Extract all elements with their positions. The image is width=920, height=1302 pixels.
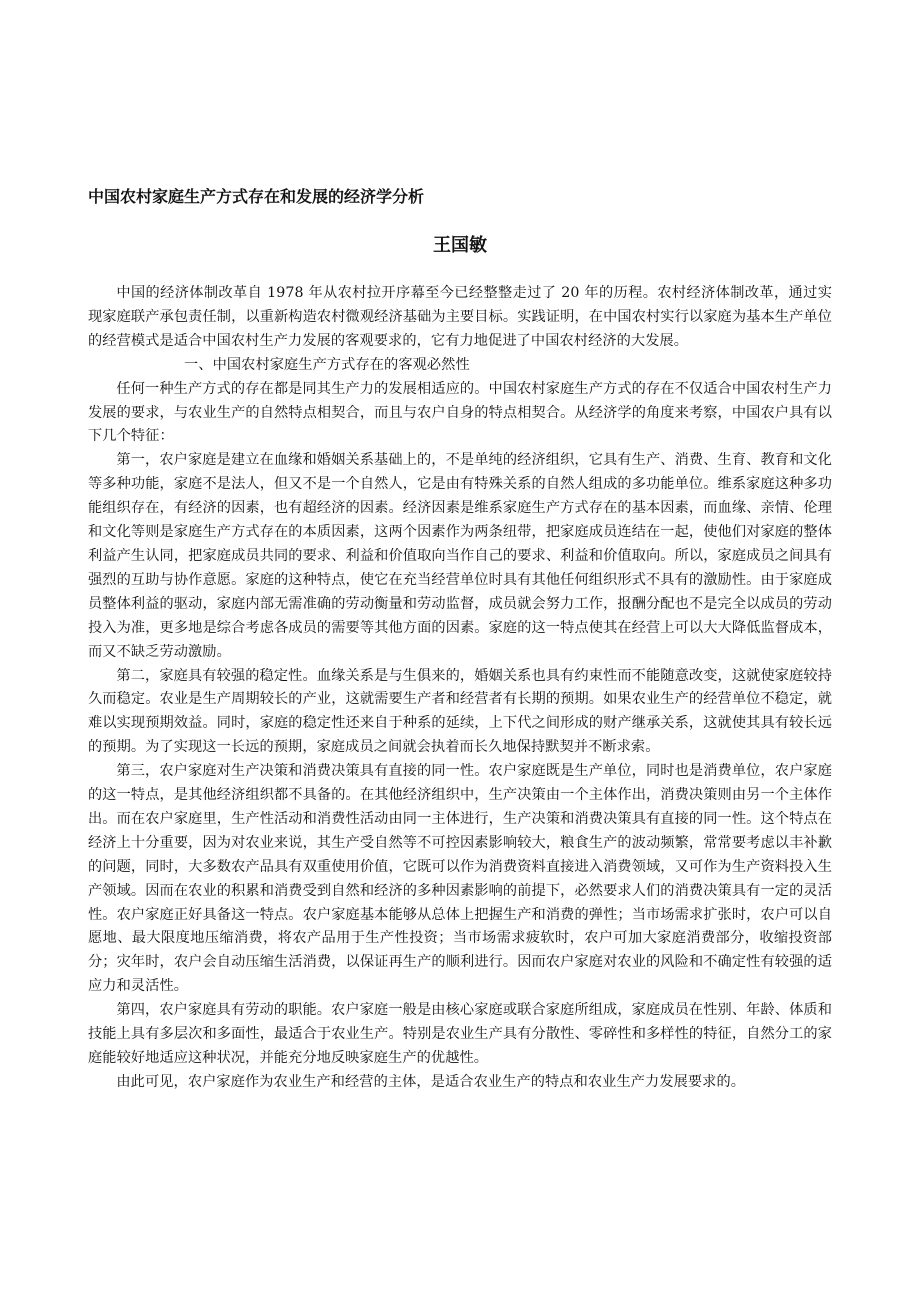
- document-title: 中国农村家庭生产方式存在和发展的经济学分析: [88, 187, 425, 206]
- paragraph-conclusion: 由此可见，农户家庭作为农业生产和经营的主体，是适合农业生产的特点和农业生产力发展要求的。: [116, 1073, 746, 1090]
- paragraph-intro: 中国的经济体制改革自 1978 年从农村拉开序幕至今已经整整走过了 20 年的历程。农村经济体制改革，通过实现家庭联产承包责任制，以重新构造农村微观经济基础为主要目标。实践证明，在中国农村实行以家庭为基本生产单位的经营模式是适合中国农村生产力发展的客观要求的，它有力地促进了中国农村经济的大发展。: [88, 285, 832, 349]
- paragraph: 第一，农户家庭是建立在血缘和婚姻关系基础上的，不是单纯的经济组织，它具有生产、消费、生育、教育和文化等多种功能，家庭不是法人，但又不是一个自然人，它是由有特殊关系的自然人组成的多功能单位。维系家庭这种多功能组织存在，有经济的因素，也有超经济的因素。经济因素是维系家庭生产方式存在的基本因素，而血缘、亲情、伦理和文化等则是家庭生产方式存在的本质因素，这两个因素作为两条纽带，把家庭成员连结在一起，使他们对家庭的整体利益产生认同，把家庭成员共同的要求、利益和价值取向当作自己的要求、利益和价值取向。所以，家庭成员之间具有强烈的互助与协作意愿。家庭的这种特点，使它在充当经营单位时具有其他任何组织形式不具有的激励性。由于家庭成员整体利益的驱动，家庭内部无需准确的劳动衡量和劳动监督，成员就会努力工作，报酬分配也不是完全以成员的劳动投入为准，更多地是综合考虑各成员的需要等其他方面的因素。家庭的这一特点使其在经营上可以大大降低监督成本，而又不缺乏劳动激励。: [88, 452, 832, 660]
- document-body: [88, 282, 832, 1095]
- paragraph: 任何一种生产方式的存在都是同其生产力的发展相适应的。中国农村家庭生产方式的存在不仅适合中国农村生产力发展的要求，与农业生产的自然特点相契合，而且与农户自身的特点相契合。从经济学的角度来考察，中国农户具有以下几个特征：: [88, 380, 832, 445]
- paragraph: 第四，农户家庭具有劳动的职能。农户家庭一般是由核心家庭或联合家庭所组成，家庭成员在性别、年龄、体质和技能上具有多层次和多面性，最适合于农业生产。特别是农业生产具有分散性、零碎性和多样性的特征，自然分工的家庭能较好地适应这种状况，并能充分地反映家庭生产的优越性。: [88, 1002, 832, 1066]
- section-heading: 一、中国农村家庭生产方式存在的客观必然性: [184, 356, 470, 373]
- paragraph: 第二，家庭具有较强的稳定性。血缘关系是与生俱来的，婚姻关系也具有约束性而不能随意改变，这就使家庭较持久而稳定。农业是生产周期较长的产业，这就需要生产者和经营者有长期的预期。如果农业生产的经营单位不稳定，就难以实现预期效益。同时，家庭的稳定性还来自于种系的延续，上下代之间形成的财产继承关系，这就使其具有较长远的预期。为了实现这一长远的预期，家庭成员之间就会执着而长久地保持默契并不断求索。: [88, 667, 832, 756]
- paragraph: 第三，农户家庭对生产决策和消费决策具有直接的同一性。农户家庭既是生产单位，同时也是消费单位，农户家庭的这一特点，是其他经济组织都不具备的。在其他经济组织中，生产决策由一个主体作出，消费决策则由另一个主体作出。而在农户家庭里，生产性活动和消费性活动由同一主体进行，生产决策和消费决策具有直接的同一性。这个特点在经济上十分重要，因为对农业来说，其生产受自然等不可控因素影响较大，粮食生产的波动频繁，常常要考虑以丰补歉的问题，同时，大多数农产品具有双重使用价值，它既可以作为消费资料直接进入消费领域，又可作为生产资料投入生产领域。因而在农业的积累和消费受到自然和经济的多种因素影响的前提下，必然要求人们的消费决策具有一定的灵活性。农户家庭正好具备这一特点。农户家庭基本能够从总体上把握生产和消费的弹性；当市场需求扩张时，农户可以自愿地、最大限度地压缩消费，将农产品用于生产性投资；当市场需求疲软时，农户可加大家庭消费部分，收缩投资部分；灾年时，农户会自动压缩生活消费，以保证再生产的顺利进行。因而农户家庭对农业的风险和不确定性有较强的适应力和灵活性。: [88, 763, 832, 995]
- document-author: 王国敏: [433, 235, 487, 256]
